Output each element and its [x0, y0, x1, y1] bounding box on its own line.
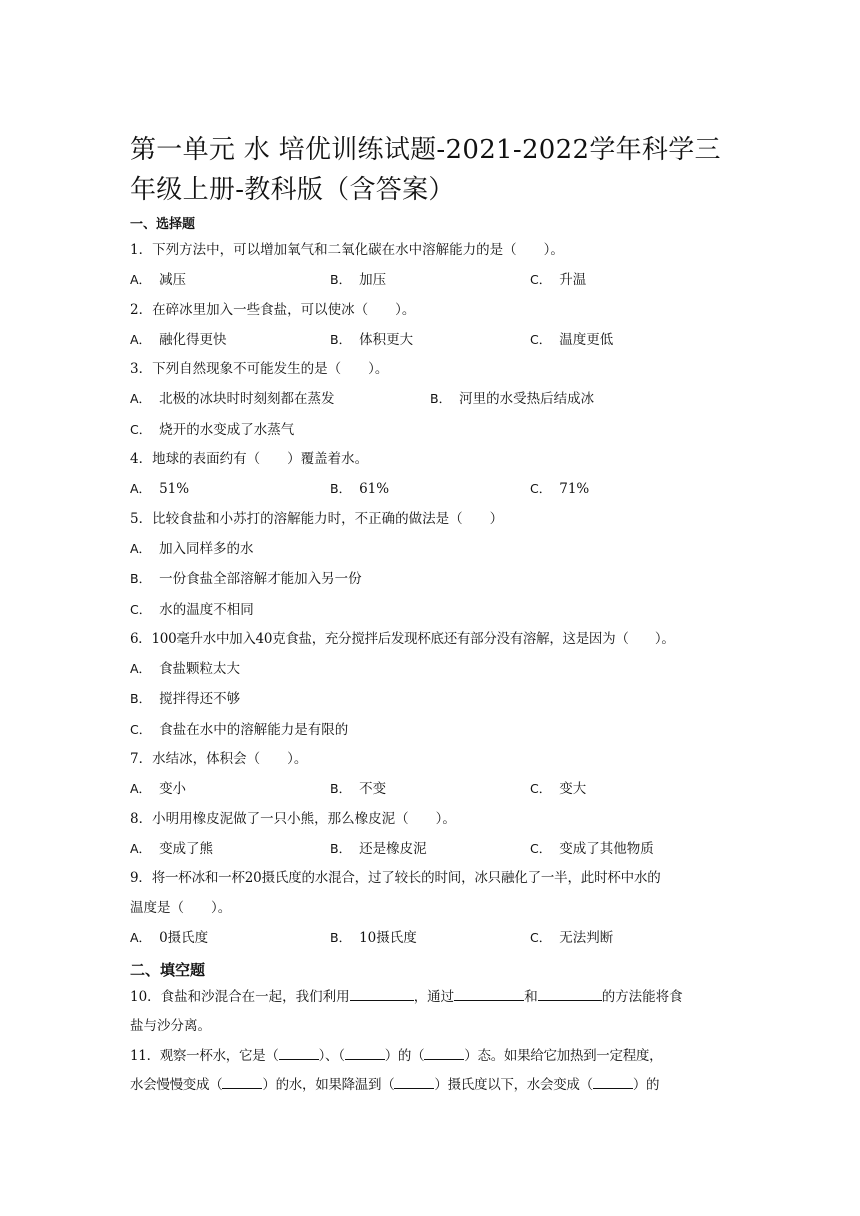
options-1 — [130, 265, 730, 295]
blank[interactable] — [424, 1045, 464, 1060]
question-10-line2: 盐与沙分离。 — [130, 1018, 211, 1035]
option-c[interactable]: C． 变成了其他物质 — [530, 840, 654, 857]
option-c[interactable]: C． 水的温度不相同 — [130, 601, 254, 618]
options-6b — [130, 684, 730, 714]
option-c[interactable]: C． 变大 — [530, 781, 587, 798]
question-8: 8．小明用橡皮泥做了一只小熊，那么橡皮泥（ ）。 — [130, 810, 456, 827]
options-3 — [130, 384, 730, 414]
question-4: 4．地球的表面约有（ ）覆盖着水。 — [130, 451, 369, 468]
option-b[interactable]: B． 体积更大 — [330, 331, 414, 348]
blank[interactable] — [222, 1074, 262, 1089]
option-b[interactable]: B． 河里的水受热后结成冰 — [430, 391, 595, 408]
question-2: 2．在碎冰里加入一些食盐，可以使冰（ ）。 — [130, 301, 416, 318]
section-multiple-choice: 一、选择题 — [130, 217, 196, 232]
option-a[interactable]: A． 0摄氏度 — [130, 929, 209, 946]
exam-page — [130, 130, 730, 1100]
question-11-line2: 水会慢慢变成（ ）的水，如果降温到（ ）摄氏度以下，水会变成（ ）的 — [130, 1071, 730, 1100]
option-a[interactable]: A． 51% — [130, 481, 190, 498]
question-7: 7．水结冰，体积会（ ）。 — [130, 751, 308, 768]
blank[interactable] — [279, 1045, 319, 1060]
question-11: 11．观察一杯水，它是（ ）、（ ）的（ ）态。如果给它加热到一定程度， — [130, 1042, 730, 1071]
question-1: 1．下列方法中，可以增加氧气和二氧化碳在水中溶解能力的是（ ）。 — [130, 242, 564, 258]
option-a[interactable]: A． 减压 — [130, 272, 187, 289]
option-b[interactable]: B． 还是橡皮泥 — [330, 840, 427, 857]
question-10: 10．食盐和沙混合在一起，我们利用 ，通过 和 的方法能将食 — [130, 983, 730, 1012]
option-a[interactable]: A． 变小 — [130, 781, 187, 798]
options-6a — [130, 654, 730, 684]
option-c[interactable]: C． 71% — [530, 481, 590, 498]
options-5c — [130, 595, 730, 625]
section-fill-in: 二、填空题 — [130, 961, 206, 980]
options-7 — [130, 774, 730, 804]
option-b[interactable]: B． 加压 — [330, 272, 387, 289]
blank[interactable] — [538, 986, 602, 1001]
options-5a — [130, 534, 730, 564]
question-9-line1: 9．将一杯冰和一杯20摄氏度的水混合，过了较长的时间，冰只融化了一半，此时杯中水的 — [130, 870, 661, 887]
options-5b — [130, 564, 730, 594]
question-5: 5．比较食盐和小苏打的溶解能力时，不正确的做法是（ ） — [130, 510, 504, 527]
question-6: 6．100毫升水中加入40克食盐，充分搅拌后发现杯底还有部分没有溶解，这是因为（ ）。 — [130, 630, 675, 647]
page-title: 第一单元 水 培优训练试题-2021-2022学年科学三年级上册-教科版（含答案） — [130, 135, 721, 205]
blank[interactable] — [345, 1045, 385, 1060]
blank[interactable] — [394, 1074, 434, 1089]
option-b[interactable]: B． 61% — [330, 481, 390, 498]
options-4 — [130, 474, 730, 504]
option-b[interactable]: B． 不变 — [330, 781, 387, 798]
option-c[interactable]: C． 食盐在水中的溶解能力是有限的 — [130, 721, 349, 738]
option-a[interactable]: A． 变成了熊 — [130, 840, 214, 857]
options-8 — [130, 834, 730, 864]
options-6c — [130, 715, 730, 745]
option-c[interactable]: C． 升温 — [530, 272, 587, 289]
option-b[interactable]: B． 一份食盐全部溶解才能加入另一份 — [130, 571, 362, 588]
option-c[interactable]: C． 无法判断 — [530, 929, 614, 946]
blank[interactable] — [593, 1074, 633, 1089]
blank[interactable] — [350, 986, 414, 1001]
question-9-line2: 温度是（ ）。 — [130, 899, 232, 916]
options-2 — [130, 325, 730, 355]
blank[interactable] — [454, 986, 524, 1001]
option-c[interactable]: C． 温度更低 — [530, 331, 614, 348]
options-9 — [130, 923, 730, 953]
options-3b — [130, 415, 730, 445]
option-b[interactable]: B． 搅拌得还不够 — [130, 691, 241, 708]
option-a[interactable]: A． 食盐颗粒太大 — [130, 661, 241, 678]
option-a[interactable]: A． 加入同样多的水 — [130, 540, 254, 557]
option-c[interactable]: C． 烧开的水变成了水蒸气 — [130, 421, 295, 438]
option-a[interactable]: A． 北极的冰块时时刻刻都在蒸发 — [130, 391, 335, 408]
question-3: 3．下列自然现象不可能发生的是（ ）。 — [130, 361, 389, 378]
option-b[interactable]: B． 10摄氏度 — [330, 929, 417, 946]
option-a[interactable]: A． 融化得更快 — [130, 331, 227, 348]
